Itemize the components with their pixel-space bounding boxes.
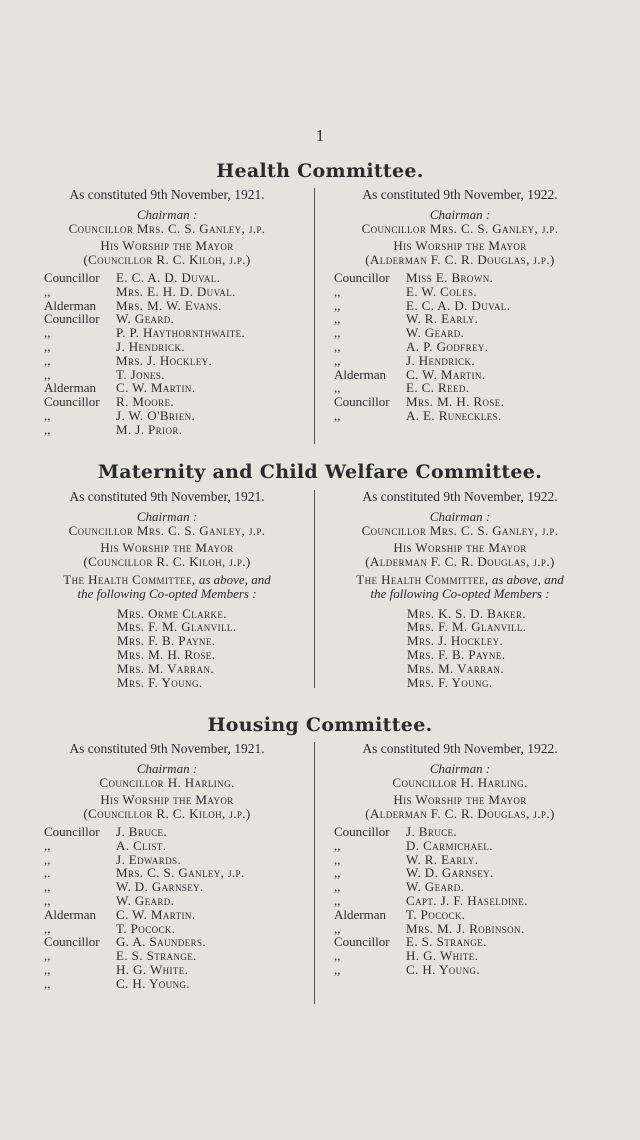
member-name: J. W. O'Brien. [116,407,196,423]
member-role: ,, [334,879,341,895]
member-name: Mrs. M. J. Robinson. [406,920,525,936]
member-name: R. Moore. [116,394,175,410]
member-role: ,. [44,865,51,881]
member-role: ,, [334,865,341,881]
co-opted-note [334,573,586,601]
housing-1921-column [44,742,290,991]
member-role: ,, [44,338,51,354]
member-row [44,935,290,949]
column-heading: As constituted 9th November, 1921. [69,187,265,202]
member-role: ,, [334,338,341,354]
member-row [44,395,290,409]
note-text: the following Co-opted Members : [77,585,257,601]
member-name: T. Pocock. [116,920,176,936]
health-1921-column [44,188,290,437]
column-divider [314,188,315,444]
member-name: Mrs. F. Young. [117,674,203,690]
chairman-label: Chairman : [136,206,198,222]
member-row [334,853,586,867]
column-divider [314,490,315,688]
member-name: Mrs. F. B. Payne. [117,633,216,649]
member-role: Councillor [334,934,390,950]
member-row [44,977,290,991]
member-row [334,409,586,423]
member-row [334,340,586,354]
member-name: J. Hendrick. [406,352,475,368]
member-name: E. S. Strange. [406,934,487,950]
member-row [44,963,290,977]
member-name: J. Bruce. [406,823,458,839]
member-name: C. W. Martin. [116,906,196,922]
committee-title-maternity: Maternity and Child Welfare Committee. [97,461,543,483]
mayor-name: (Alderman F. C. R. Douglas, j.p.) [365,252,555,268]
member-name: G. A. Saunders. [116,934,207,950]
member-role: Alderman [44,297,96,313]
member-role: ,, [44,407,51,423]
committee-title-housing: Housing Committee. [207,714,433,736]
member-name: Mrs. F. Young. [407,674,493,690]
member-role: ,, [44,961,51,977]
member-row [334,271,586,285]
member-row [334,299,586,313]
mayor-line: His Worship the Mayor [100,238,234,254]
housing-1922-column [334,742,586,977]
member-name: W. R. Early. [406,311,479,327]
member-name: Mrs. F. M. Glanvill. [407,619,527,635]
member-role: ,, [44,920,51,936]
member-row [334,963,586,977]
chairman-name: Councillor H. Harling. [99,774,235,790]
member-role: ,, [334,407,341,423]
member-role: ,, [334,297,341,313]
member-role: Councillor [334,394,390,410]
chairman-label: Chairman : [136,760,198,776]
mayor-name: (Councillor R. C. Kiloh, j.p.) [83,252,251,268]
member-name: C. W. Martin. [406,366,486,382]
member-name: C. H. Young. [406,961,481,977]
member-name: Mrs. J. Hockley. [407,633,504,649]
member-name: Mrs. K. S. D. Baker. [407,605,526,621]
member-role: ,, [334,352,341,368]
member-list [334,607,586,690]
page-number: 1 [315,126,325,145]
member-row [44,949,290,963]
member-name: E. C. A. D. Duval. [116,269,221,285]
member-row [44,299,290,313]
member-name: W. Geard. [406,879,465,895]
member-role: Councillor [334,823,390,839]
member-row [44,853,290,867]
member-row [334,935,586,949]
mayor-name: (Councillor R. C. Kiloh, j.p.) [83,806,251,822]
member-name: J. Edwards. [116,851,182,867]
note-text: the following Co-opted Members : [370,585,550,601]
member-row [44,825,290,839]
chairman-name: Councillor Mrs. C. S. Ganley, j.p. [361,522,559,538]
mayor-line: His Worship the Mayor [100,540,234,556]
member-role: Councillor [44,823,100,839]
committee-title-health: Health Committee. [216,160,424,182]
member-role: ,, [44,948,51,964]
member-role: Councillor [44,269,100,285]
member-role: ,, [44,975,51,991]
member-row [334,908,586,922]
member-name: Capt. J. F. Haseldine. [406,892,528,908]
member-name: M. J. Prior. [116,421,183,437]
column-heading: As constituted 9th November, 1921. [69,489,265,504]
member-name: W. D. Garnsey. [116,879,204,895]
member-role: Councillor [44,934,100,950]
member-row [44,423,290,437]
member-role: ,, [334,948,341,964]
member-row [44,908,290,922]
member-name: Mrs. F. B. Payne. [407,646,506,662]
chairman-label: Chairman : [429,508,491,524]
member-row [44,285,290,299]
member-name: Mrs. M. Varran. [407,660,505,676]
member-role: ,, [44,879,51,895]
member-name: W. Geard. [116,311,175,327]
column-heading: As constituted 9th November, 1922. [362,741,558,756]
member-name: Mrs. Orme Clarke. [117,605,227,621]
mayor-name: (Alderman F. C. R. Douglas, j.p.) [365,554,555,570]
member-name: Mrs. M. Varran. [117,660,215,676]
member-role: Councillor [44,311,100,327]
member-name: A. Clist. [116,837,167,853]
member-role: ,, [44,837,51,853]
member-role: ,, [334,920,341,936]
member-role: ,, [334,892,341,908]
chairman-label: Chairman : [429,760,491,776]
note-text: as above, and [195,571,271,587]
member-name: W. Geard. [116,892,175,908]
co-opted-note [44,573,290,601]
member-name: W. Geard. [406,325,465,341]
member-row [334,880,586,894]
mayor-name: (Councillor R. C. Kiloh, j.p.) [83,554,251,570]
member-role: Alderman [44,380,96,396]
member-role: ,, [44,421,51,437]
maternity-1922-column [334,490,586,689]
chairman-label: Chairman : [136,508,198,524]
column-heading: As constituted 9th November, 1921. [69,741,265,756]
maternity-1921-column [44,490,290,689]
member-row [44,354,290,368]
member-role: ,, [334,325,341,341]
member-row [44,839,290,853]
member-name: D. Carmichael. [406,837,493,853]
member-list [44,825,290,991]
note-prefix: The Health Committee, [356,571,489,587]
member-name: A. P. Godfrey. [406,338,489,354]
member-name: H. G. White. [116,961,189,977]
member-row [44,340,290,354]
health-1922-column [334,188,586,423]
member-name: E. W. Coles. [406,283,478,299]
member-role: ,, [334,961,341,977]
member-role: ,, [334,837,341,853]
member-name: C. H. Young. [116,975,191,991]
member-name: Mrs. J. Hockley. [116,352,213,368]
member-row [334,839,586,853]
member-name: H. G. White. [406,948,479,964]
member-row [44,409,290,423]
chairman-name: Councillor Mrs. C. S. Ganley, j.p. [68,220,266,236]
member-list [44,607,290,690]
note-text: as above, and [488,571,564,587]
member-role: Alderman [334,366,386,382]
mayor-line: His Worship the Mayor [393,792,527,808]
member-row [44,271,290,285]
member-row [44,368,290,382]
chairman-name: Councillor H. Harling. [392,774,528,790]
member-name: Mrs. F. M. Glanvill. [117,619,237,635]
member-name: W. R. Early. [406,851,479,867]
member-role: ,, [44,283,51,299]
member-name: C. W. Martin. [116,380,196,396]
member-name: Mrs. E. H. D. Duval. [116,283,236,299]
member-row [334,285,586,299]
member-row [44,922,290,936]
member-row [334,825,586,839]
member-row [44,312,290,326]
mayor-name: (Alderman F. C. R. Douglas, j.p.) [365,806,555,822]
member-name: W. D. Garnsey. [406,865,494,881]
member-name: E. C. A. D. Duval. [406,297,511,313]
member-name: J. Bruce. [116,823,168,839]
member-role: ,, [44,851,51,867]
member-list [334,825,586,977]
member-name: Mrs. M. H. Rose. [117,646,216,662]
member-row [334,312,586,326]
member-row [334,326,586,340]
chairman-name: Councillor Mrs. C. S. Ganley, j.p. [68,522,266,538]
member-role: Alderman [334,906,386,922]
member-row [334,866,586,880]
column-heading: As constituted 9th November, 1922. [362,187,558,202]
member-row [334,395,586,409]
member-row [44,880,290,894]
member-row [44,381,290,395]
member-name: E. S. Strange. [116,948,197,964]
member-name: J. Hendrick. [116,338,185,354]
member-role: ,, [44,325,51,341]
member-name: Miss E. Brown. [406,269,494,285]
member-role: ,, [334,283,341,299]
member-row [44,326,290,340]
member-row [44,894,290,908]
member-role: Councillor [334,269,390,285]
member-role: Alderman [44,906,96,922]
member-row [334,922,586,936]
member-role: ,, [334,380,341,396]
column-heading: As constituted 9th November, 1922. [362,489,558,504]
member-name: Mrs. M. W. Evans. [116,297,222,313]
member-list [334,271,586,423]
member-name: A. E. Runeckles. [406,407,502,423]
member-name: T. Pocock. [406,906,466,922]
member-row [334,368,586,382]
column-divider [314,742,315,1004]
member-row [334,949,586,963]
member-role: ,, [334,311,341,327]
member-role: ,, [44,366,51,382]
member-row [44,866,290,880]
mayor-line: His Worship the Mayor [393,540,527,556]
member-name: E. C. Reed. [406,380,470,396]
member-role: ,, [44,892,51,908]
chairman-name: Councillor Mrs. C. S. Ganley, j.p. [361,220,559,236]
member-name: T. Jones. [116,366,165,382]
mayor-line: His Worship the Mayor [100,792,234,808]
member-name: P. P. Haythornthwaite. [116,325,246,341]
member-name: Mrs. M. H. Rose. [406,394,505,410]
member-list [44,271,290,437]
chairman-label: Chairman : [429,206,491,222]
member-row [334,354,586,368]
member-role: ,, [44,352,51,368]
note-prefix: The Health Committee, [63,571,196,587]
member-name: Mrs. C. S. Ganley, j.p. [116,865,245,881]
mayor-line: His Worship the Mayor [393,238,527,254]
member-role: Councillor [44,394,100,410]
member-row [334,381,586,395]
member-row [334,894,586,908]
member-role: ,, [334,851,341,867]
